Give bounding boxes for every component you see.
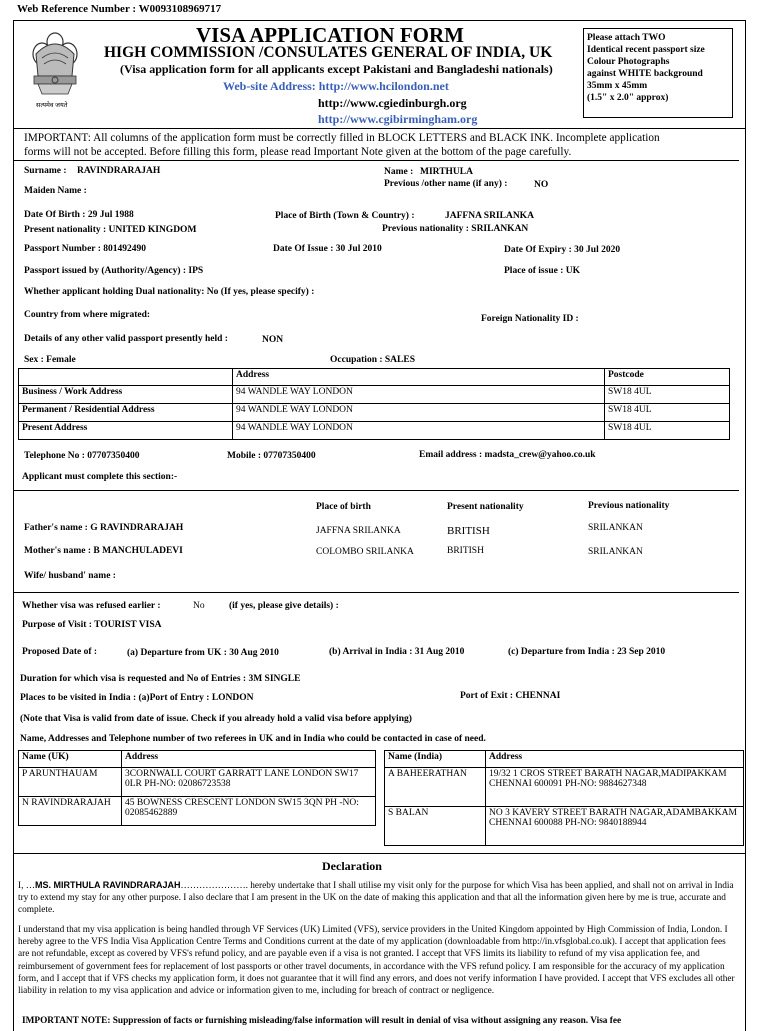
important-divider — [13, 160, 739, 161]
name-label: Name : — [384, 167, 414, 177]
form-subtitle: HIGH COMMISSION /CONSULATES GENERAL OF INDIA, UK — [104, 44, 553, 61]
father-nationality: BRITISH — [447, 525, 490, 537]
important-note: IMPORTANT NOTE: Suppression of facts or furnishing misleading/false information will result in denial of visa without assigning any reason. Visa fee — [22, 1016, 622, 1026]
father-name: Father's name : G RAVINDRARAJAH — [24, 523, 184, 533]
mother-prev-nationality: SRILANKAN — [588, 547, 643, 557]
referee-uk-name: N RAVINDRARAJAH — [19, 797, 122, 826]
telephone: Telephone No : 07707350400 — [24, 451, 140, 461]
referees-uk-table — [18, 750, 376, 826]
address-type-permanent: Permanent / Residential Address — [19, 404, 233, 422]
important-line-1: IMPORTANT: All columns of the application form must be correctly filled in BLOCK LETTERS and BLACK INK. Incomplete application — [24, 132, 660, 144]
previous-nationality: Previous nationality : SRILANKAN — [382, 224, 529, 234]
visa-divider — [13, 592, 739, 593]
referee-uk-header-address: Address — [122, 751, 376, 768]
referee-india-name: S BALAN — [385, 807, 486, 846]
photo-box — [583, 28, 733, 118]
mother-nationality: BRITISH — [447, 546, 484, 556]
referee-uk-name: P ARUNTHAUAM — [19, 768, 122, 797]
passport-expiry-date: Date Of Expiry : 30 Jul 2020 — [504, 245, 621, 255]
previous-name-label: Previous /other name (if any) : — [384, 179, 508, 189]
present-nationality: Present nationality : UNITED KINGDOM — [24, 225, 197, 235]
header-divider — [13, 128, 745, 129]
address-value-permanent: 94 WANDLE WAY LONDON — [233, 404, 605, 422]
occupation: Occupation : SALES — [330, 355, 415, 365]
referees-india-table — [384, 750, 744, 846]
photo-instruction-2: Identical recent passport size — [587, 45, 705, 55]
visa-duration: Duration for which visa is requested and No of Entries : 3M SINGLE — [20, 674, 301, 684]
postcode-present: SW18 4UL — [605, 422, 730, 440]
address-type-business: Business / Work Address — [19, 386, 233, 404]
other-passport-value: NON — [262, 335, 284, 345]
passport-issue-date: Date Of Issue : 30 Jul 2010 — [273, 244, 382, 254]
declaration-paragraph-1 — [18, 879, 736, 917]
maiden-name-label: Maiden Name : — [24, 186, 87, 196]
surname-value: RAVINDRARAJAH — [77, 166, 161, 176]
photo-instruction-4: against WHITE background — [587, 69, 703, 79]
family-header-previous: Previous nationality — [588, 501, 670, 511]
address-table — [18, 368, 730, 440]
visa-refused-value: No — [193, 601, 205, 611]
table-row — [385, 768, 744, 807]
address-value-business: 94 WANDLE WAY LONDON — [233, 386, 605, 404]
visa-validity-note: (Note that Visa is valid from date of issue. Check if you already hold a valid visa before applying) — [20, 714, 412, 724]
referee-uk-address: 3CORNWALL COURT GARRATT LANE LONDON SW17 0LR PH-NO: 02086723538 — [122, 768, 376, 797]
form-scope-note: (Visa application form for all applicants except Pakistani and Bangladeshi nationals) — [120, 62, 553, 76]
declaration-divider — [13, 853, 745, 854]
table-row — [19, 797, 376, 826]
photo-instruction-5: 35mm x 45mm — [587, 81, 648, 91]
family-divider — [13, 490, 739, 491]
dual-nationality: Whether applicant holding Dual nationality: No (If yes, please specify) : — [24, 287, 315, 297]
referee-india-header-address: Address — [486, 751, 744, 768]
declarant-name: MS. MIRTHULA RAVINDRARAJAH — [35, 880, 181, 890]
table-row — [385, 807, 744, 846]
referee-uk-address: 45 BOWNESS CRESCENT LONDON SW15 3QN PH -NO: 02085462889 — [122, 797, 376, 826]
photo-instruction-1: Please attach TWO — [587, 33, 666, 43]
place-of-birth-label: Place of Birth (Town & Country) : — [275, 211, 415, 221]
declaration-paragraph-2: I understand that my visa application is being handled through VF Services (UK) Limited (VFS), service providers in the United Kingdom appointed by High Commission of India, London. I hereby agree to the VFS India Visa Application Centre Terms and Conditions current at the date of my application (downloadable from http://in.vfsglobal.co.uk). I accept that application fees are not refundable, except as covered by VFS's refund policy, and are payable even if a visa is not granted. I accept that VFS limits its liability to refund of my visa application fee, and reimbursement of government fees for replacement of lost passports or other travel documents, in accordance with the VFS refund policy. I am responsible for the accuracy of my application form, and I accept that if VFS checks my application form, it does not guarantee that it will find any errors, and does not verify information I have provided. I accept that VFS excludes all other liability in relation to my visa application and advice or information given to me, including for breach of contract or negligence. — [18, 925, 735, 997]
birmingham-link[interactable]: http://www.cgibirmingham.org — [318, 112, 478, 126]
purpose-of-visit: Purpose of Visit : TOURIST VISA — [22, 620, 162, 630]
spouse-name: Wife/ husband' name : — [24, 571, 116, 581]
photo-instruction-3: Colour Photographs — [587, 57, 670, 67]
country-migrated: Country from where migrated: — [24, 310, 151, 320]
table-row — [385, 751, 744, 768]
address-value-present: 94 WANDLE WAY LONDON — [233, 422, 605, 440]
declaration-title: Declaration — [322, 859, 382, 873]
address-header-blank — [19, 369, 233, 386]
form-title: VISA APPLICATION FORM — [196, 23, 464, 47]
other-passport-label: Details of any other valid passport presently held : — [24, 334, 228, 344]
declaration-prefix: I, … — [18, 881, 36, 891]
place-of-birth-value: JAFFNA SRILANKA — [445, 211, 534, 221]
email: Email address : madsta_crew@yahoo.co.uk — [419, 450, 596, 460]
website-link[interactable]: Web-site Address: http://www.hcilondon.net — [223, 79, 449, 93]
table-row — [19, 768, 376, 797]
mother-name: Mother's name : B MANCHULADEVI — [24, 546, 183, 556]
family-header-present: Present nationality — [447, 502, 524, 512]
referee-india-address: 19/32 1 CROS STREET BARATH NAGAR,MADIPAKKAM CHENNAI 600091 PH-NO: 9884627348 — [486, 768, 744, 807]
father-pob: JAFFNA SRILANKA — [316, 526, 401, 536]
address-header-address: Address — [233, 369, 605, 386]
name-value: MIRTHULA — [420, 167, 473, 177]
arrival-india: (b) Arrival in India : 31 Aug 2010 — [329, 647, 465, 657]
surname-label: Surname : — [24, 166, 67, 176]
emblem-caption: सत्यमेव जयते — [36, 102, 68, 109]
referee-uk-header-name: Name (UK) — [19, 751, 122, 768]
postcode-permanent: SW18 4UL — [605, 404, 730, 422]
referee-india-header-name: Name (India) — [385, 751, 486, 768]
referee-india-address: NO 3 KAVERY STREET BARATH NAGAR,ADAMBAKKAM CHENNAI 600088 PH-NO: 9840188944 — [486, 807, 744, 846]
declaration-text-1: …………………. hereby undertake that I shall utilise my visit only for the purpose for which Visa has been applied, and shall not on arrival in India try to extend my stay for any other purpose. I also declare that I am present in the UK on the date of making this application and that all the information given here by me is true, accurate and complete. — [18, 881, 734, 916]
visa-refused-label: Whether visa was refused earlier : — [22, 601, 161, 611]
table-row — [19, 422, 730, 440]
port-of-exit: Port of Exit : CHENNAI — [460, 691, 561, 701]
applicant-section-note: Applicant must complete this section:- — [22, 472, 178, 482]
address-type-present: Present Address — [19, 422, 233, 440]
place-of-issue: Place of issue : UK — [504, 266, 580, 276]
table-row — [19, 751, 376, 768]
date-of-birth: Date Of Birth : 29 Jul 1988 — [24, 210, 134, 220]
visa-refused-details: (if yes, please give details) : — [229, 601, 339, 611]
postcode-business: SW18 4UL — [605, 386, 730, 404]
departure-uk: (a) Departure from UK : 30 Aug 2010 — [127, 648, 279, 658]
important-line-2: forms will not be accepted. Before filling this form, please read Important Note given at the bottom of the page carefully. — [24, 146, 572, 158]
proposed-date-label: Proposed Date of : — [22, 647, 98, 657]
edinburgh-link[interactable]: http://www.cgiedinburgh.org — [318, 96, 467, 110]
passport-number: Passport Number : 801492490 — [24, 244, 147, 254]
departure-india: (c) Departure from India : 23 Sep 2010 — [508, 647, 666, 657]
mother-pob: COLOMBO SRILANKA — [316, 547, 414, 557]
foreign-nationality-id: Foreign Nationality ID : — [481, 314, 579, 324]
photo-instruction-6: (1.5" x 2.0" approx) — [587, 93, 669, 103]
mobile: Mobile : 07707350400 — [227, 451, 316, 461]
previous-name-value: NO — [534, 180, 549, 190]
family-header-pob: Place of birth — [316, 502, 371, 512]
table-row — [19, 404, 730, 422]
address-header-postcode: Postcode — [605, 369, 730, 386]
table-row — [19, 369, 730, 386]
web-reference: Web Reference Number : W0093108969717 — [17, 3, 222, 15]
sex: Sex : Female — [24, 355, 76, 365]
table-row — [19, 386, 730, 404]
referees-note: Name, Addresses and Telephone number of two referees in UK and in India who could be contacted in case of need. — [20, 734, 486, 744]
places-to-visit: Places to be visited in India : (a)Port of Entry : LONDON — [20, 693, 254, 703]
referee-india-name: A BAHEERATHAN — [385, 768, 486, 807]
father-prev-nationality: SRILANKAN — [588, 523, 643, 533]
passport-issued-by: Passport issued by (Authority/Agency) : IPS — [24, 266, 204, 276]
